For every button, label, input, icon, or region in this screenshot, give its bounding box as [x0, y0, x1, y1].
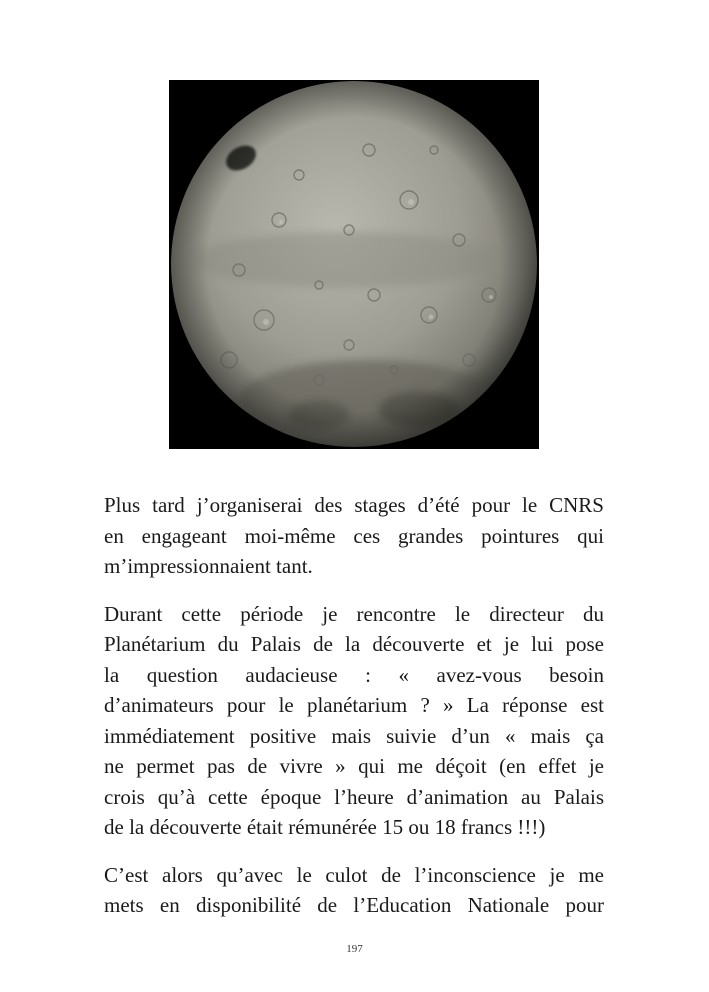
text-line: mets en disponibilité de l’Education Nationale pour [104, 893, 604, 917]
moon-image [169, 80, 539, 449]
text-line: Plus tard j’organiserai des stages d’été pour le CNRS [104, 493, 604, 517]
text-line: crois qu’à cette époque l’heure d’animation au Palais [104, 784, 604, 809]
text-line: en engageant moi-même ces grandes pointures qui [104, 523, 604, 548]
text-line: m’impressionnaient tant. [104, 554, 313, 578]
moon-photo [169, 80, 539, 449]
paragraph-3 [104, 860, 604, 921]
body-text [104, 490, 604, 938]
page-number: 197 [346, 943, 363, 955]
text-line: ne permet pas de vivre » qui me déçoit (en effet je [104, 754, 604, 778]
text-line: de la découverte était rémunérée 15 ou 18 francs !!!) [104, 815, 546, 839]
moon-disc [171, 81, 537, 447]
text-line: Durant cette période je rencontre le directeur du [104, 601, 604, 626]
text-line: d’animateurs pour le planétarium ? » La réponse est [104, 693, 604, 717]
text-line: immédiatement positive mais suivie d’un « mais ça [104, 723, 604, 748]
paragraph-1 [104, 490, 604, 582]
text-line: Planétarium du Palais de la découverte et je lui pose [104, 632, 604, 656]
paragraph-2 [104, 599, 604, 843]
text-line: C’est alors qu’avec le culot de l’inconscience je me [104, 862, 604, 887]
text-line: la question audacieuse : « avez-vous besoin [104, 662, 604, 687]
